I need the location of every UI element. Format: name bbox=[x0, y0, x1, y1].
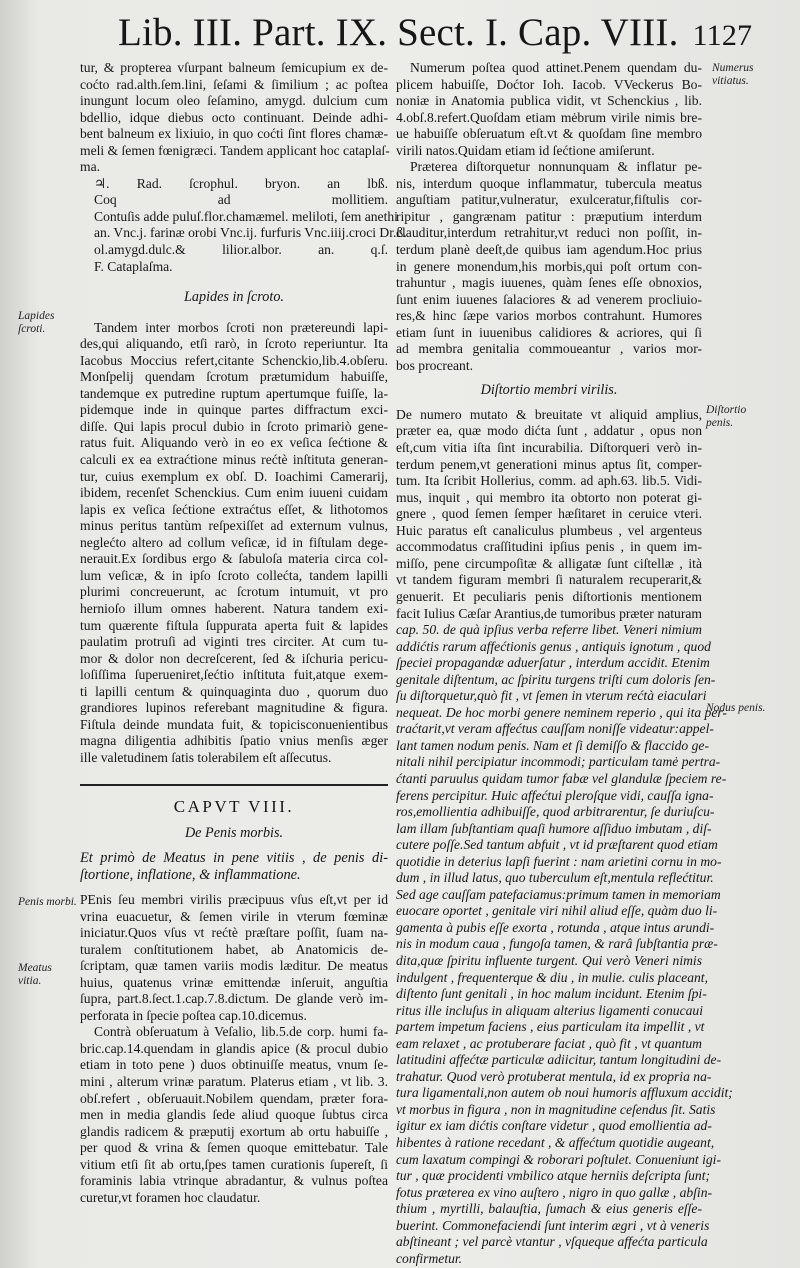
paragraph bbox=[80, 60, 388, 176]
text-line: abſtineant ; vel parcè vtantur , vſqueque affećta particula bbox=[396, 1234, 708, 1250]
page-number: 1127 bbox=[692, 19, 753, 52]
text-line: diſſe. Qui lapis procul dubio in ſcroto primariò gene- bbox=[80, 418, 388, 434]
text-line: tandemque ex putredine ruptum apertumque fuiſſe, la- bbox=[80, 385, 388, 401]
text-line: genuerit. Et peculiaris penis diſtortionis mentionem bbox=[396, 588, 702, 604]
text-line: ćtanti paruulus quidam tumor fabæ vel glandulæ ſpeciem re- bbox=[396, 770, 727, 786]
text-line: coćto rad.alth.ſem.lini, ſeſami & ſimilium ; ac poſtea bbox=[80, 76, 388, 92]
margin-note-numerus: Numerus vitiatus. bbox=[712, 62, 754, 87]
text-line: Iacobus Moccius refert,citante Schenckio,lib.4.obſeru. bbox=[80, 352, 388, 368]
paragraph bbox=[396, 60, 702, 159]
paragraph bbox=[396, 159, 702, 374]
text-line: terdum penem,vt generationi minus aptus ſit, comper- bbox=[396, 456, 702, 472]
text-line: an. Vnc.j. farinæ orobi Vnc.ij. furfuris Vnc.iiij.croci Dr.ß. bbox=[94, 225, 407, 241]
text-line: Tandem inter morbos ſcroti non prætereundi lapi- bbox=[94, 319, 388, 335]
text-line: ritus ille incluſus in aliquam alterius ligamenti conucaui bbox=[396, 1002, 703, 1018]
text-line: Contrà obſeruatum à Veſalio, lib.5.de corp. humi fa- bbox=[94, 1024, 388, 1040]
text-line: nitali nihil percipiatur incommodi; particulam tamė pertra- bbox=[396, 754, 721, 770]
text-line: eam relaxet , ac protuberare faciat , quò fit , vt quantum bbox=[396, 1035, 702, 1051]
text-line: Sed age cauſſam patefaciamus:primum tamen in memoriam bbox=[396, 886, 721, 902]
text-line: thium , myrtilli, balauſtia, ſumach & eius generis eſſe- bbox=[396, 1201, 702, 1217]
text-line: ol.amygd.dulc.& lilior.albor. an. q.ſ. bbox=[94, 242, 388, 258]
text-line: lapis ex veſica ſećtione extraćtus eſſet, & lithotomos bbox=[80, 501, 388, 517]
text-line: turalem conſtitutionem habet, ab Anatomicis de- bbox=[80, 941, 388, 957]
text-line: ma. bbox=[80, 159, 101, 175]
text-line: gnere , quod ſemen ſemper hæſitaret in ceruice vteri. bbox=[396, 506, 702, 522]
text-line: tum quærente fiſtula ſuppurata aperta fuit & lapides bbox=[80, 617, 388, 633]
text-line: De numero mutato & breuitate vt aliquid amplius, bbox=[396, 406, 702, 422]
text-line: neglećto altero ad collum veſicæ, id in fiſtulam dege- bbox=[80, 534, 388, 550]
text-line: ille valetudinem ſatis tolerabilem eſt aſſecutus. bbox=[80, 749, 332, 765]
text-line: PEnis ſeu membri virilis præcipuus vſus eſt,vt per id bbox=[80, 891, 388, 907]
text-line: plurimi concreuerunt, ac ſcrotum intumuit, vt pro bbox=[80, 584, 388, 600]
text-line: foraminis labia vtrinque abradantur, & vulnus poſtea bbox=[80, 1173, 388, 1189]
text-line: vrina euacuetur, & ſemen virile in vterum fœminæ bbox=[80, 908, 388, 924]
text-line: gamenta à pubis eſſe exorta , rotunda , atque intus arundi- bbox=[396, 919, 715, 935]
text-line: meli & ſemen fœnigræci. Tandem applicant hoc cataplaſ- bbox=[80, 142, 390, 158]
text-line: nerauit.Ex ſordibus ergo & ſabuloſa materia circa col- bbox=[80, 551, 388, 567]
text-line: indulgent , frequenterque & diu , in mulie. culis placeant, bbox=[396, 969, 708, 985]
chapter-heading: CAPVT VIII. bbox=[173, 797, 295, 817]
text-line: tura ligamentali,non autem ob noui humoris affluxum accidit; bbox=[396, 1085, 733, 1101]
text-line: hibentes à ratione recedant , & affećtum quotidie augeant, bbox=[396, 1135, 715, 1150]
text-line: lam illam ſubſtantiam quaſi humore aſſiduo imbutam , diſ- bbox=[396, 820, 712, 836]
text-line: tum. Ita ſcribit Hollerius, comm. ad aph.63. lib.5. Vidi- bbox=[396, 473, 702, 489]
text-line: men in media glandis ſede aliud quoque ſubtus circa bbox=[80, 1107, 388, 1123]
text-line: lant tamen nodum penis. Nam et ſi demiſſo & flaccido ge- bbox=[396, 737, 709, 753]
chapter-subtitle bbox=[80, 850, 388, 884]
text-line: ibidem, recenſet Schenckius. Cum enim iuueni cuidam bbox=[80, 485, 388, 501]
chapter-title: De Penis morbis. bbox=[184, 825, 284, 842]
text-line: cum laxatum compingi & roborari poſtulet. Conueniunt igi- bbox=[396, 1151, 721, 1167]
paragraph bbox=[80, 892, 388, 1024]
text-line: curetur,vt foramen hoc claudatur. bbox=[80, 1189, 261, 1205]
text-line: partem impetum faciens , eius particulam ita impellit , vt bbox=[396, 1019, 705, 1035]
margin-note-penis-morbi: Penis morbi. bbox=[18, 896, 77, 908]
text-line: calculi ex ea extraćtione minus rećtè inſtituta generan- bbox=[80, 452, 388, 468]
divider-rule bbox=[80, 784, 388, 786]
text-line: latitudini affećtæ particulæ adiicitur, tantum longitudini de- bbox=[396, 1052, 722, 1068]
text-line: facit Iulius Cæſar Arantius,de tumoribus præter naturam bbox=[396, 605, 702, 621]
text-line: in genere monendum,his morbis,qui poſt ortum con- bbox=[396, 258, 702, 274]
text-line: ue habuiſſe obſeruatum eſt.vt & quoſdam ſine membro bbox=[396, 126, 702, 142]
text-line: genitale diſtentum, ac ſpiritu turgens triſti cum doloris ſen- bbox=[396, 671, 716, 687]
left-column bbox=[80, 60, 407, 1206]
text-line: cutere poſſe.Sed tantum abfuit , vt id præſtarent quod etiam bbox=[396, 837, 718, 853]
text-line: accommodatus craſſitudini ipſius penis , in quem im- bbox=[396, 539, 702, 555]
text-line: traćtarit,vt veram affećtus cauſſam noniſſe videatur:appel- bbox=[396, 721, 714, 737]
text-line: ſcriptam, quæ tamen variis modis læditur. De meatus bbox=[80, 958, 388, 974]
recipe bbox=[80, 175, 407, 275]
text-line: iniciatur.Quos vſus vt rećtè præſtare poſſit, ſuam na- bbox=[80, 925, 388, 941]
text-line: perforata in ſpecie poſtea cap.10.dicemus. bbox=[80, 1007, 307, 1023]
text-line: mini , alterum vrinæ paratum. Platerus etiam , vt lib. 3. bbox=[80, 1073, 388, 1089]
text-line: ros,emollientia adhibuiſſe, quod arbitrarentur, ſe duriuſcu- bbox=[396, 804, 715, 820]
text-line: anguſtiam patitur,vulneratur, exulceratur,fiſtulis cor- bbox=[396, 192, 702, 208]
text-line: tur, & propterea vſurpant balneum ſemicupium ex de- bbox=[80, 60, 388, 75]
section-heading: Diſtortio membri virilis. bbox=[480, 382, 618, 399]
text-line: ripitur , gangrænam patitur : præputium interdum bbox=[396, 208, 702, 224]
text-line: nequeat. De hoc morbi genere neminem reperio , qui ita per- bbox=[396, 704, 727, 720]
margin-note-lapides: Lapides ſcroti. bbox=[18, 310, 55, 335]
text-line: Numerum poſtea quod attinet.Penem quendam du- bbox=[410, 60, 702, 75]
text-line: igitur ex iam dićtis conſtare videtur , quod emollientia ad- bbox=[396, 1118, 712, 1134]
text-line: minus peritus tantùm reſpexiſſet ad externum vulnus, bbox=[80, 518, 388, 534]
text-line: des,qui aliquando, etſi rarò, in ſcroto reperiuntur. Ita bbox=[80, 336, 388, 352]
text-line: bdellio, idque diebus octo continuant. Deinde adhi- bbox=[80, 109, 388, 125]
text-line: dita,quæ ſpiritu influente turgent. Qui verò Veneri nimis bbox=[396, 952, 702, 968]
text-line: ſpeciei propagandæ aduerſatur , interdum accidit. Etenim bbox=[396, 655, 710, 671]
text-line: inungunt locum oleo ſeſamino, amygd. dulcium cum bbox=[80, 93, 388, 109]
text-line: mus, inquit , qui membro ita obtorto non poterat gi- bbox=[396, 489, 702, 505]
text-line: res,& hinc ſæpe varios morbos contrahunt. Humores bbox=[396, 308, 702, 324]
text-line: pidemque inde in quinque partes diffractum exci- bbox=[80, 402, 388, 418]
text-line: noniæ in Anatomia publica vidit, vt Schenckius , lib. bbox=[396, 93, 702, 109]
text-line: 4.obſ.8.refert.Quoſdam etiam mėbrum virile nimis bre- bbox=[396, 109, 702, 125]
margin-note-distortio: Diſtortio penis. bbox=[706, 404, 747, 429]
text-line: dum , in illud latus, quo tuberculum eſt,mentula reflećtitur. bbox=[396, 870, 714, 886]
text-line: grandiores lupinos referebant magnitudine & figura. bbox=[80, 700, 388, 716]
text-line: confirmetur. bbox=[396, 1250, 463, 1266]
text-line: vt morbus in figura , non in magnitudine ceſendus ſit. Satis bbox=[396, 1101, 716, 1117]
text-line: ferens percipitur. Huic affećtui pleroſque vidi, cauſſa igna- bbox=[396, 787, 714, 803]
text-line: euocare oportet , genitale viri nihil aliud eſſe, quàm duo li- bbox=[396, 903, 718, 919]
text-line: vt tandem figuram membri ſi naturalem recuperarit,& bbox=[396, 572, 702, 588]
text-line: lum veſicæ, & in ipſo ſcroto collećta, tandem lapilli bbox=[80, 567, 388, 583]
text-line: Et primò de Meatus in pene vitiis , de penis di- bbox=[80, 849, 388, 866]
text-line: vitium etſi ſit ab ortu,ſpes tamen curationis ſupereſt, ſi bbox=[80, 1156, 388, 1172]
text-line: ti lapilli centum & quinquaginta duo , quorum duo bbox=[80, 683, 388, 699]
text-line: paulatim protruſi ad viginti tres circiter. At cum tu- bbox=[80, 634, 388, 650]
text-line: fotus præterea ex vino auſtero , nigro in quo gallæ , abſin- bbox=[396, 1184, 713, 1200]
text-line: bent balneum ex lixiuio, in quo coćti ſint flores chamæ- bbox=[80, 126, 388, 142]
text-line: bric.cap.14.quendam in glandis apice (& procul dubio bbox=[80, 1040, 388, 1056]
text-line: nis in modum caua , fungoſa tamen, & rarâ ſubſtantia præ- bbox=[396, 936, 718, 952]
text-line: obſ.refert , obſeruauit.Nobilem quendam, præter fora- bbox=[80, 1090, 388, 1106]
text-line: addićtis rarum affećtionis genus , antiquis ignotum , quod bbox=[396, 638, 711, 654]
text-line: virili natos.Quidam etiam id ſećtione amiſerunt. bbox=[396, 142, 655, 158]
page-header bbox=[118, 11, 753, 54]
text-line: ad membra genitalia commoueantur , varios mor- bbox=[396, 341, 702, 357]
text-line: præter ea, quæ modo dićta ſunt , addatur , opus non bbox=[396, 423, 702, 439]
text-line: F. Cataplaſma. bbox=[94, 258, 173, 274]
text-line: ♃. Rad. ſcrophul. bryon. an lbß. bbox=[94, 175, 388, 191]
section-heading: Lapides in ſcroto. bbox=[184, 289, 284, 306]
text-line: tur , quæ procidenti vmbilico atque herniis deſcripta ſunt; bbox=[396, 1168, 711, 1184]
text-line: huius, quatenus vrinæ emittendæ inſeruit, anguſtia bbox=[80, 974, 388, 990]
text-line: ſtortione, inflatione, & inflammatione. bbox=[80, 866, 301, 883]
text-line: mor & dolor non decreſcerent, ſed & iſchuria pericu- bbox=[80, 650, 388, 666]
text-line: ratus fuit. Aliquando verò in eo ex veſica ſećtione & bbox=[80, 435, 388, 451]
text-line: diſtento ſunt genitali , in hoc malum incidunt. Etenim ſpi- bbox=[396, 986, 707, 1002]
text-line: hernioſo illum omnes haberent. Natura tandem exi- bbox=[80, 600, 388, 616]
text-line: plicem habuiſſe, Doćtor Ioh. Iacob. VVeckerus Bo- bbox=[396, 76, 702, 92]
text-line: Fiſtula deinde mundata fuit, & topicisconuenientibus bbox=[80, 716, 388, 732]
text-line: terdum planè deeſt,de quibus iam agendum.Hoc prius bbox=[396, 242, 702, 258]
text-line: etiam ſunt in iuuenibus calidiores & acriores, qui ſi bbox=[396, 324, 702, 340]
text-line: trahatur. Quod verò protuberat mentula, id ex propria na- bbox=[396, 1068, 712, 1084]
text-line: Monſpelij quendam ſcrotum prætumidum habuiſſe, bbox=[80, 369, 388, 385]
text-line: buerint. Commonefaciendi ſunt interim ægri , vt à veneris bbox=[396, 1217, 710, 1233]
text-line: per quod & vrina & ſemen quoque emittebatur. Tale bbox=[80, 1140, 388, 1156]
text-line: Huic paratus eſt canaliculus plumbeus , vel argenteus bbox=[396, 522, 702, 538]
paragraph bbox=[80, 1024, 388, 1206]
text-line: ſupra, part.8.ſect.1.cap.7.8.dictum. De glande verò im- bbox=[80, 991, 388, 1007]
text-line: trahuntur , magis iuuenes, quàm ſenes eſſe obnoxios, bbox=[396, 275, 702, 291]
text-line: Coq ad mollitiem. bbox=[94, 192, 388, 208]
text-line: magna diligentia adhibitis ſpatio vnius menſis æger bbox=[80, 733, 388, 749]
text-line: Contuſis adde puluſ.flor.chamæmel. melilotі, ſem anethi bbox=[94, 208, 398, 224]
text-line: ſunt enim iuuenes ſalaciores & ad venerem procliuio- bbox=[396, 291, 702, 307]
text-line: ſu diſtorquetur,quò fit , vt ſemen in vterum rećtà eiaculari bbox=[396, 688, 707, 704]
margin-note-nodus: Nodus penis. bbox=[706, 702, 766, 714]
text-line: miſſo, pene circumpoſitæ & alligatæ ſunt ciſtellæ , ità bbox=[396, 555, 702, 571]
text-line: bos procreant. bbox=[396, 357, 474, 373]
text-line: tur, cuius exemplum ex obſ. D. Ioachimi Camerarij, bbox=[80, 468, 388, 484]
text-line: etiam in toto pene ) duos obtinuiſſe meatus, vnum ſe- bbox=[80, 1057, 388, 1073]
text-line: nis, interdum quoque inflammatur, tubercula meatus bbox=[396, 175, 702, 191]
text-line: cap. 50. de quà ipſius verba referre libet. Veneri nimium bbox=[396, 622, 702, 638]
running-title: Lib. III. Part. IX. Sect. I. Cap. VIII. bbox=[118, 11, 679, 54]
paragraph bbox=[80, 320, 388, 767]
text-line: Præterea diſtorquetur nonnunquam & inflatur pe- bbox=[410, 159, 702, 175]
margin-note-meatus-vitia: Meatus vitia. bbox=[18, 962, 52, 987]
text-line: clauditur,interdum retrahitur,vt reduci non poſſit, in- bbox=[396, 225, 702, 241]
text-line: quotidie in deterius lapſi fuerint : nam arietini cornu in mo- bbox=[396, 853, 722, 869]
text-line: eſt,cum vitia iſta ſint incurabilia. Diſtorqueri verò in- bbox=[396, 440, 702, 456]
text-line: glandis radicem & præputij exortum ab ortu habuiſſe , bbox=[80, 1123, 388, 1139]
text-line: loſiſſima ſuperueniret,ſećtio inſtituta fuit,atque exem- bbox=[80, 667, 388, 683]
